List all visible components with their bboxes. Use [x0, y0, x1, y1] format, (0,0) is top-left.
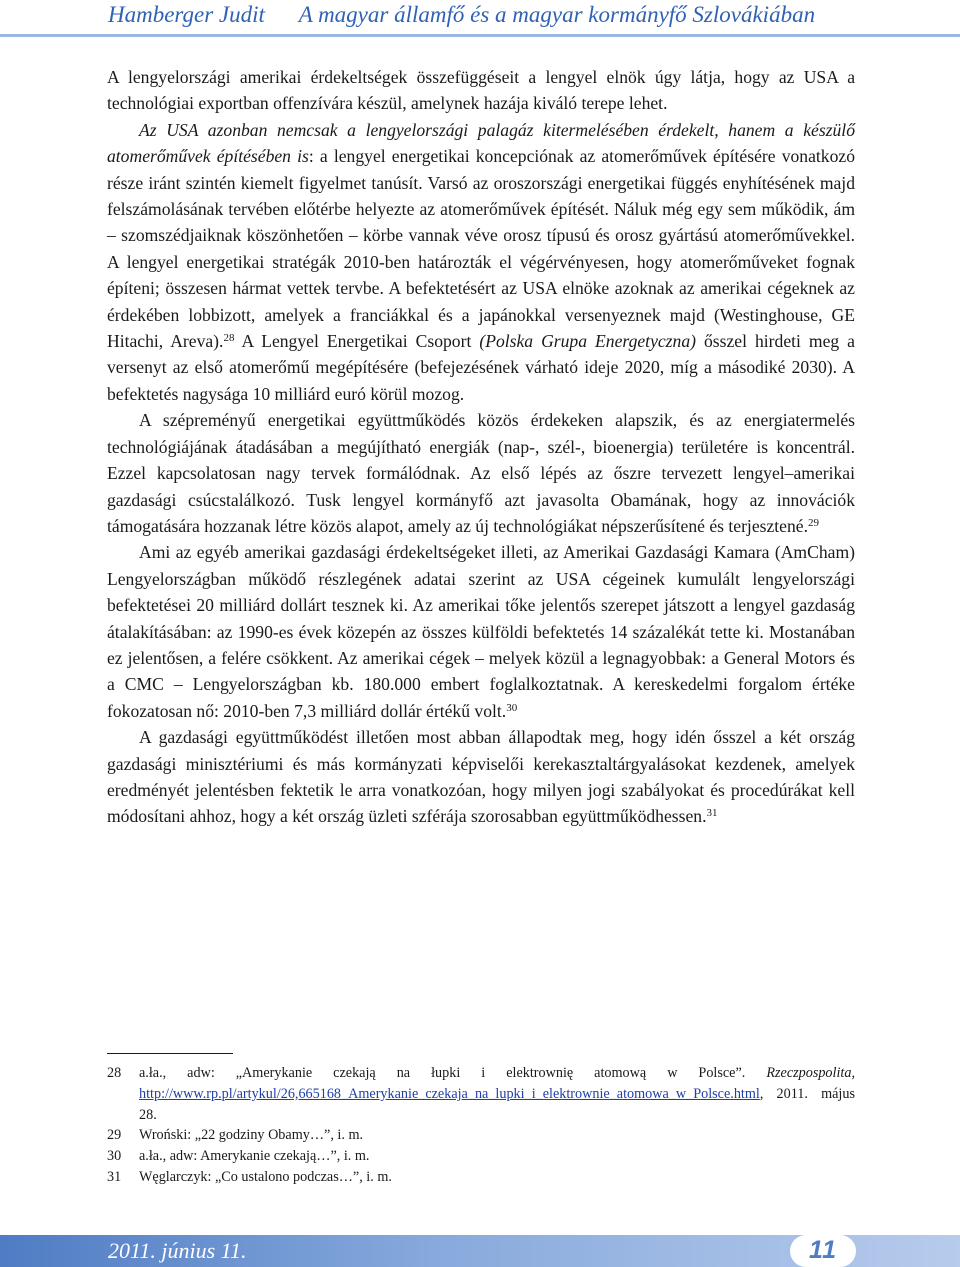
footnote-text: a.ła., adw: Amerykanie czekają…”, i. m. — [139, 1148, 370, 1165]
footnote-text: Wroński: „22 godziny Obamy…”, i. m. — [139, 1127, 364, 1144]
footnote-number: 29 — [107, 1127, 122, 1144]
footnote-number: 31 — [107, 1168, 122, 1185]
paragraph-3 — [107, 407, 855, 539]
paragraph-1: A lengyelországi amerikai érdekeltségek összefüggéseit a lengyel elnök úgy látja, hogy az USA a technológiai exportban offenzívára készül, amelynek hazája kiváló terepe lehet. — [107, 67, 855, 114]
paragraph-2-text-3: ősszel hirdeti meg a versenyt az első atomerőmű megépítésére (befejezésének várható ideje 2020, míg a másodiké 2030). A befektetés nagysága 10 milliárd euró körül mozog. — [107, 331, 855, 404]
footnote-ref-31[interactable]: 31 — [706, 807, 718, 820]
paragraph-5 — [107, 724, 855, 830]
paragraph-2-text-2: A Lengyel Energetikai Csoport — [234, 331, 480, 352]
footnote-number: 28 — [107, 1065, 122, 1081]
footnote-text — [139, 1063, 855, 1125]
paragraph-2 — [107, 117, 855, 407]
paragraph-2-italic-name: (Polska Grupa Energetyczna) — [479, 331, 696, 352]
paragraph-2-italic-lead: Az USA azonban nemcsak a lengyelországi palagáz kitermelésében érdekelt, hanem a készülő atomerőművek építésében is — [107, 119, 855, 167]
header-divider — [0, 34, 960, 37]
paragraph-4 — [107, 539, 855, 724]
footnote-28-text: a.ła., adw: „Amerykanie czekają na łupki i elektrownię atomową w Polsce”. — [139, 1065, 767, 1081]
footer-date: 2011. június 11. — [108, 1238, 247, 1263]
page-number: 11 — [809, 1236, 837, 1264]
paragraph-2-text: : a lengyel energetikai koncepciónak az atomerőművek építésére vonatkozó része iránt szintén kiemelt figyelmet tanúsít. Varsó az oroszországi energetikai függés enyhítésének majd felszámolásának tervében előtérbe helyezte az atomerőművek építését. Náluk még egy sem működik, ám – szomszédjaiknak köszönhetően – körbe vannak véve orosz típusú és orosz gyártású atomerőművekkel. A lengyel energetikai stratégák 2010-ben határozták el végérvényesen, hogy atomerőműveket fognak építeni; összesen hármat vettek tervbe. A befektetésért az USA elnöke azoknak az amerikai cégeknek az érdekében lobbizott, amelyek a franciákkal és a japánokkal versenyeznek majd (Westinghouse, GE Hitachi, Areva). — [107, 146, 855, 352]
footnote-ref-29[interactable]: 29 — [807, 516, 819, 529]
footnote-item — [107, 1167, 855, 1188]
footnote-item — [107, 1063, 855, 1125]
article-body — [107, 64, 855, 830]
footnotes — [107, 1063, 855, 1188]
header-author: Hamberger Judit — [108, 2, 265, 27]
running-head — [108, 2, 815, 28]
footnote-text: Węglarczyk: „Co ustalono podczas…”, i. m. — [139, 1168, 392, 1185]
page-number-badge — [790, 1235, 856, 1267]
paragraph-5-text: A gazdasági együttműködést illetően most abban állapodtak meg, hogy idén ősszel a két ország gazdasági minisztériumi és más kormányzati képviselői kerekasztaltárgyalásokat kezdenek, amelyek eredményét jelentésben fektetik le arra vonatkozóan, hogy milyen jogi szabályokat és procedúrákat kell módosítani ahhoz, hogy a két ország üzleti szférája szorosabban együttműködhessen. — [107, 727, 855, 827]
footnote-item — [107, 1125, 855, 1146]
footnote-28-source: Rzeczpospolita, — [766, 1065, 855, 1081]
paragraph-3-text: A szépreményű energetikai együttműködés közös érdekeken alapszik, és az energiatermelés technológiájának átadásában a megújítható energiák (nap-, szél-, bioenergia) területére is koncentrál. Ezzel kapcsolatosan nagy tervek formálódnak. Az első lépés az őszre tervezett lengyel–amerikai gazdasági csúcstalálkozó. Tusk lengyel kormányfő azt javasolta Obamának, hogy az innovációk támogatására hozzanak létre közös alapot, amely az új technológiákat népszerűsítené és terjesztené. — [107, 410, 855, 536]
footnote-item — [107, 1146, 855, 1167]
paragraph-4-text: Ami az egyéb amerikai gazdasági érdekeltségeket illeti, az Amerikai Gazdasági Kamara (AmCham) Lengyelországban működő részlegének adatai szerint az USA cégeinek kumulált lengyelországi befektetései 20 milliárd dollárt tesznek ki. Az amerikai tőke jelentős szerepet játszott a lengyel gazdaság átalakításában: az 1990-es évek közepén az összes külföldi befektetés 14 százalékát tette ki. Mostanában ez jelentősen, a felére csökkent. Az amerikai cégek – melyek közül a legnagyobbak: a General Motors és a CMC – Lengyelországban kb. 180.000 embert foglalkoztatnak. A kereskedelmi forgalom értéke fokozatosan nő: 2010-ben 7,3 milliárd dollár értékű volt. — [107, 542, 855, 721]
footnote-28-link[interactable]: http://www.rp.pl/artykul/26,665168_Amerykanie_czekaja_na_lupki_i_elektrownie_atomowa_w_Polsce.html — [139, 1085, 760, 1102]
page-header — [0, 0, 960, 34]
footnote-28-date: , 2011. május 28. — [139, 1085, 855, 1123]
page-footer — [0, 1235, 960, 1267]
footnote-ref-28[interactable]: 28 — [223, 332, 235, 345]
footnote-number: 30 — [107, 1148, 122, 1165]
footnote-divider — [107, 1053, 233, 1054]
footnote-ref-30[interactable]: 30 — [506, 701, 518, 714]
header-title: A magyar államfő és a magyar kormányfő Szlovákiában — [298, 2, 816, 27]
